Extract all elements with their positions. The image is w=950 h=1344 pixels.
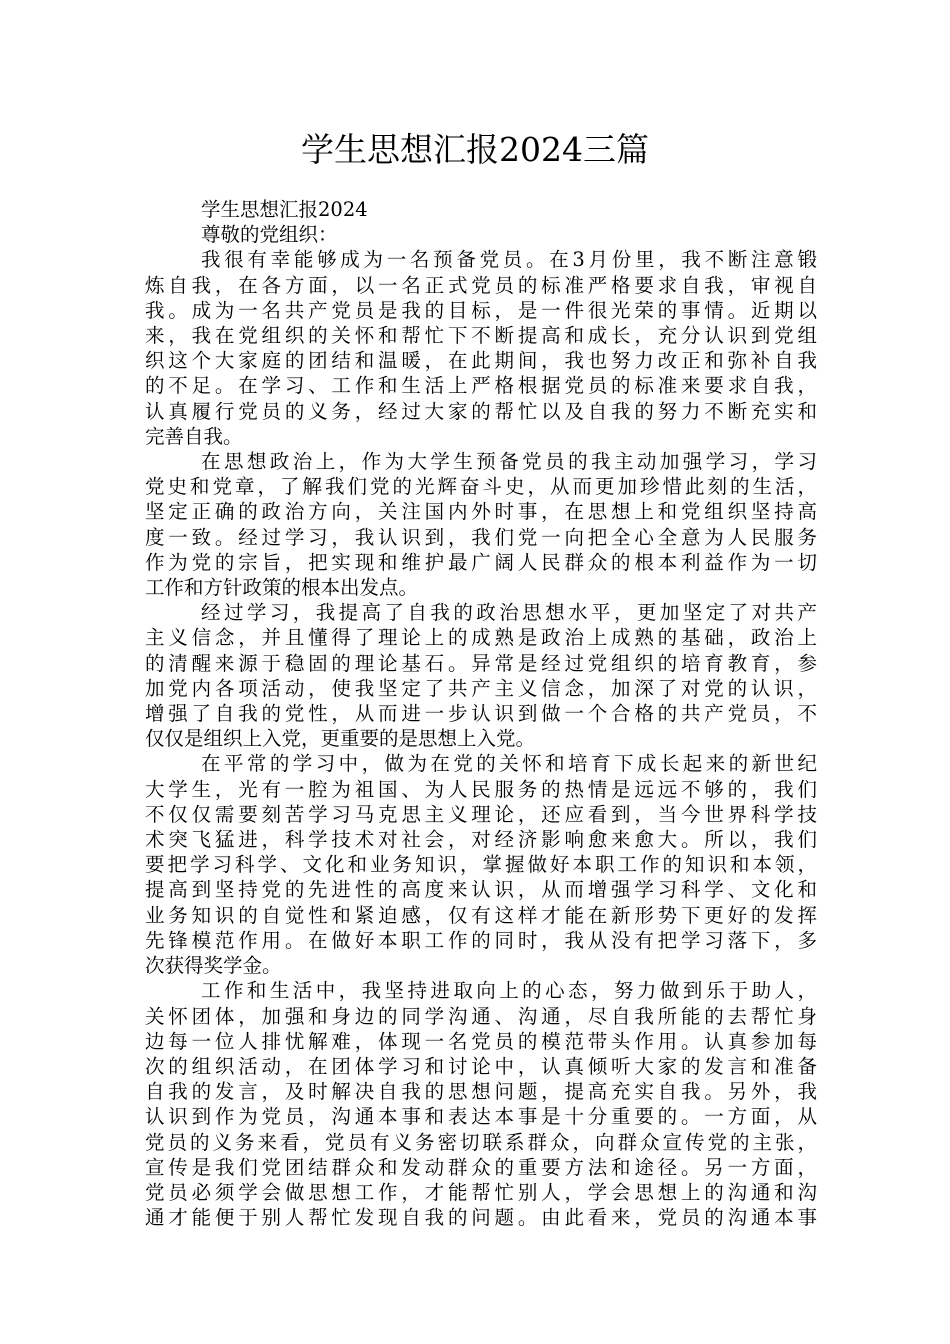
body-line: 党史和党章，了解我们党的光辉奋斗史，从而更加珍惜此刻的生活， xyxy=(145,475,817,499)
body-line: 大学生，光有一腔为祖国、为人民服务的热情是远远不够的，我们 xyxy=(145,777,817,801)
body-line: 炼自我，在各方面，以一名正式党员的标准严格要求自我，审视自 xyxy=(145,273,817,297)
body-line: 在思想政治上，作为大学生预备党员的我主动加强学习，学习 xyxy=(201,450,817,474)
body-line: 工作和生活中，我坚持进取向上的心态，努力做到乐于助人， xyxy=(201,979,817,1003)
body-line: 认识到作为党员，沟通本事和表达本事是十分重要的。一方面，从 xyxy=(145,1105,817,1129)
body-line: 加党内各项活动，使我坚定了共产主义信念，加深了对党的认识， xyxy=(145,676,817,700)
body-line: 关怀团体，加强和身边的同学沟通、沟通，尽自我所能的去帮忙身 xyxy=(145,1004,817,1028)
body-line: 作为党的宗旨，把实现和维护最广阔人民群众的根本利益作为一切 xyxy=(145,550,817,574)
body-line: 我很有幸能够成为一名预备党员。在3月份里，我不断注意锻 xyxy=(201,248,817,272)
body-line: 的不足。在学习、工作和生活上严格根据党员的标准来要求自我， xyxy=(145,374,817,398)
body-line: 党员必须学会做思想工作，才能帮忙别人，学会思想上的沟通和沟 xyxy=(145,1180,817,1204)
body-line: 我。成为一名共产党员是我的目标，是一件很光荣的事情。近期以 xyxy=(145,298,817,322)
body-line: 次的组织活动，在团体学习和讨论中，认真倾听大家的发言和准备 xyxy=(145,1054,817,1078)
body-line: 要把学习科学、文化和业务知识，掌握做好本职工作的知识和本领， xyxy=(145,853,817,877)
body-line: 尊敬的党组织： xyxy=(201,223,338,247)
body-line: 术突飞猛进，科学技术对社会，对经济影响愈来愈大。所以，我们 xyxy=(145,828,817,852)
body-line: 宣传是我们党团结群众和发动群众的重要方法和途径。另一方面， xyxy=(145,1155,817,1179)
body-line: 坚定正确的政治方向，关注国内外时事，在思想上和党组织坚持高 xyxy=(145,500,817,524)
body-line: 边每一位人排忧解难，体现一名党员的模范带头作用。认真参加每 xyxy=(145,1029,817,1053)
body-line: 仅仅是组织上入党，更重要的是思想上入党。 xyxy=(145,727,536,751)
body-line: 通才能便于别人帮忙发现自我的问题。由此看来，党员的沟通本事 xyxy=(145,1206,817,1230)
body-line: 工作和方针政策的根本出发点。 xyxy=(145,576,419,600)
body-line: 党员的义务来看，党员有义务密切联系群众，向群众宣传党的主张， xyxy=(145,1130,817,1154)
body-line: 在平常的学习中，做为在党的关怀和培育下成长起来的新世纪 xyxy=(201,752,817,776)
document-title: 学生思想汇报2024三篇 xyxy=(301,130,649,169)
document-body xyxy=(145,197,817,1230)
body-line: 不仅仅需要刻苦学习马克思主义理论，还应看到，当今世界科学技 xyxy=(145,802,817,826)
body-line: 认真履行党员的义务，经过大家的帮忙以及自我的努力不断充实和 xyxy=(145,399,817,423)
body-line: 来，我在党组织的关怀和帮忙下不断提高和成长，充分认识到党组 xyxy=(145,324,817,348)
body-line: 学生思想汇报2024 xyxy=(201,198,368,221)
body-line: 织这个大家庭的团结和温暖，在此期间，我也努力改正和弥补自我 xyxy=(145,349,817,373)
body-line: 增强了自我的党性，从而进一步认识到做一个合格的共产党员，不 xyxy=(145,702,817,726)
body-line: 完善自我。 xyxy=(145,424,243,448)
body-line: 度一致。经过学习，我认识到，我们党一向把全心全意为人民服务 xyxy=(145,525,817,549)
body-line: 次获得奖学金。 xyxy=(145,954,282,978)
body-line: 业务知识的自觉性和紧迫感，仅有这样才能在新形势下更好的发挥 xyxy=(145,903,817,927)
body-line: 提高到坚持党的先进性的高度来认识，从而增强学习科学、文化和 xyxy=(145,878,817,902)
body-line: 的清醒来源于稳固的理论基石。异常是经过党组织的培育教育，参 xyxy=(145,651,817,675)
body-line: 先锋模范作用。在做好本职工作的同时，我从没有把学习落下，多 xyxy=(145,928,817,952)
body-line: 主义信念，并且懂得了理论上的成熟是政治上成熟的基础，政治上 xyxy=(145,626,817,650)
body-line: 自我的发言，及时解决自我的思想问题，提高充实自我。另外，我 xyxy=(145,1080,817,1104)
body-line: 经过学习，我提高了自我的政治思想水平，更加坚定了对共产 xyxy=(201,601,817,625)
